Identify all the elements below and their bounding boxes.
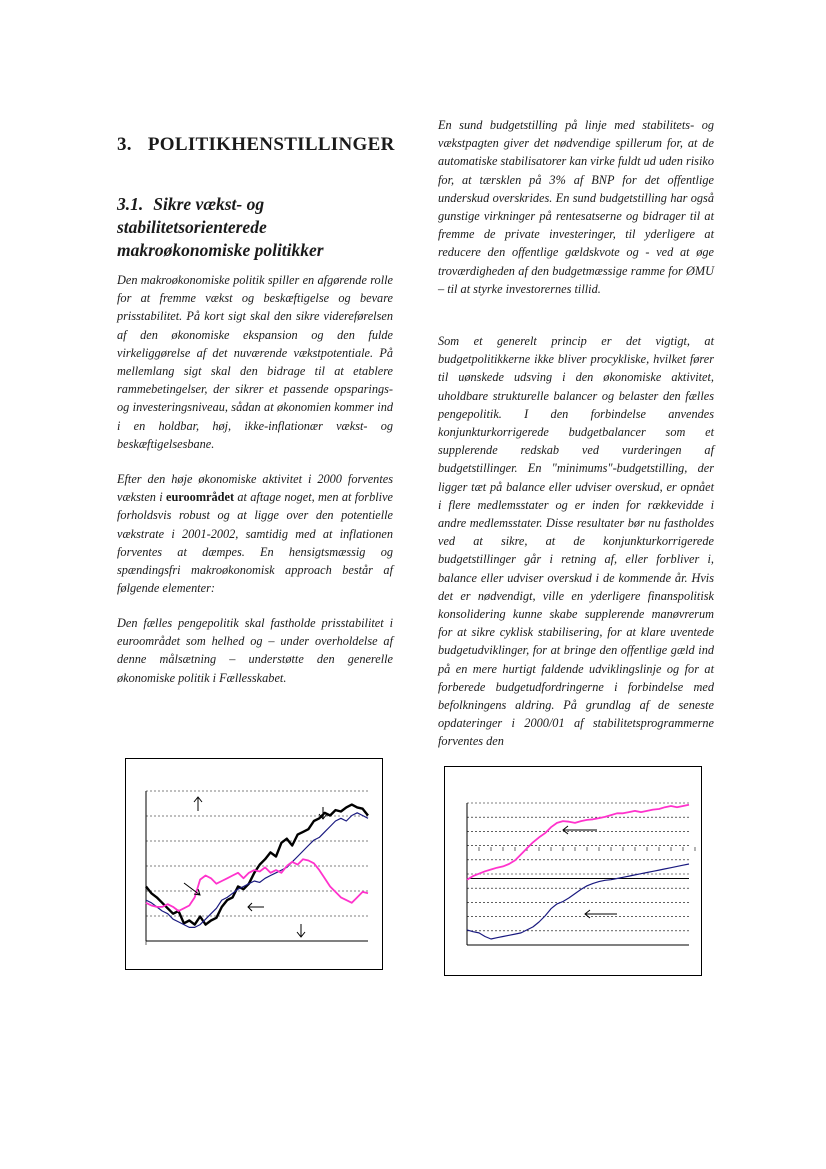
section-heading (117, 134, 395, 156)
right-paragraph-2: Som et generelt princip er det vigtigt, at budgetpolitikkerne ikke bliver procykliske, hvilket fører til uønskede udsving i den økonomiske aktivitet, uholdbare strukturelle balancer og belaster den fælles pengepolitik. I den forbindelse anvendes konjunkturkorrigerede budgetbalancer som et supplerende redskab ved vurderingen af budgetstillinger. En "minimums"-budgetstilling, der ligger tæt på balance eller udviser overskud, er opnået i flere medlemsstater og er inden for rækkevidde i andre medlemsstater. Disse resultater bør nu fastholdes ved at sikre, at de konjunkturkorrigerede budgetstillinger går i retning af, eller forbliver i, balance eller udviser overskud i de kommende år. Hvis det er nødvendigt, ville en yderligere finanspolitisk konsolidering kunne skabe supplerende manøvrerum for at sikre cyklisk stabilisering, for at klare uventede budgetudviklinger, for at bringe den offentlige gæld ind på en mere hurtigt faldende udviklingslinje og for at forberede budgetudfordringerne i forbindelse med befolkningens aldring. På grundlag af de seneste opdateringer i 2000/01 af stabilitetsprogrammerne forventes den (438, 334, 714, 749)
series-line-navy (467, 864, 689, 939)
chart-right-series (467, 805, 689, 939)
subsection-title: Sikre vækst- og stabilitetsorienterede makroøkonomiske politikker (117, 194, 324, 260)
right-paragraph-1: En sund budgetstilling på linje med stabilitets- og vækstpagten giver det nødvendige spillerum for, at de automatiske stabilisatorer kan virke fuldt ud uden risiko for, at tærsklen på 3% af BNP for det offentlige underskud overskrides. En sund budgetstilling har også gunstige virkninger på rentesatserne og bidrager til at fremme de private investeringer, til yderligere at reducere den offentlige gældskvote og - ved at øge troværdigheden af den budgetmæssige ramme for ØMU – til at styrke investorernes tillid. (438, 118, 714, 296)
euroomradet-term: euroområdet (165, 490, 235, 505)
chart-right (444, 766, 702, 976)
left-arrow (248, 903, 264, 911)
series-line-magenta (467, 805, 689, 880)
left-paragraph-1: Den makroøkonomiske politik spiller en afgørende rolle for at fremme vækst og beskæftigelse og bevare prisstabilitet. På kort sigt skal den sikre videreførelsen af den økonomiske ekspansion og den fulde virkeliggørelse af det nuværende vækstpotentiale. På mellemlang sigt skal den bidrage til at etablere rammebetingelser, der sikrer et passende opsparings- og investeringsniveau, sådan at økonomien kommer ind i en holdbar, høj, ikke-inflationær vækst- og beskæftigelsesbane. (117, 273, 393, 451)
subsection-heading (117, 193, 397, 262)
chart-right-annotations (563, 826, 617, 918)
chart-right-svg (445, 767, 701, 975)
left-arrow-upper (563, 826, 597, 834)
section-title: POLITIKHENSTILLINGER (147, 134, 395, 155)
left-paragraph-2: Efter den høje økonomiske aktivitet i 2000 forventes væksten i euroområdet at aftage noget, men at forblive forholdsvis robust og at ligge over den potentielle vækstrate i 2001-2002, samtidig med at inflationen forventes at dæmpes. En hensigtsmæssig og spændingsfri makroøkonomisk approach består af følgende elementer: (117, 472, 393, 596)
left-paragraph-3: Den fælles pengepolitik skal fastholde prisstabilitet i euroområdet som helhed og – under overholdelse af denne målsætning – understøtte den generelle økonomiske politik i Fællesskabet. (117, 616, 393, 685)
chart-left (125, 758, 383, 970)
chart-left-svg (126, 759, 382, 969)
subsection-number: 3.1. (117, 194, 144, 214)
up-arrow (194, 797, 202, 811)
section-number: 3. (117, 134, 132, 155)
chart-right-grid (467, 803, 695, 945)
down-arrow-bottom (297, 924, 305, 937)
